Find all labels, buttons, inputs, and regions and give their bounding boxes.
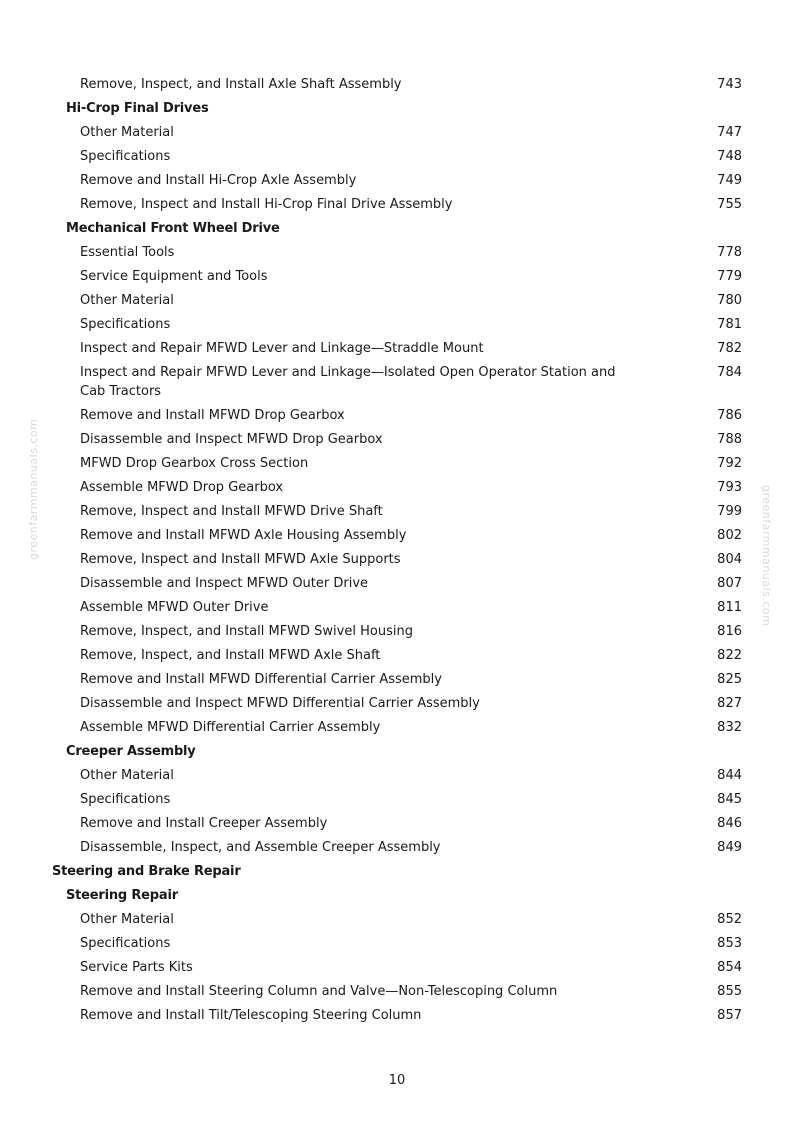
toc-entry-title: Remove and Install MFWD Differential Carrier Assembly (80, 672, 442, 687)
toc-entry-title: Steering and Brake Repair (52, 864, 241, 879)
toc-entry-page: 845 (717, 792, 742, 807)
toc-entry-page: 804 (717, 552, 742, 567)
toc-entry-title: Remove and Install MFWD Axle Housing Assembly (80, 528, 407, 543)
toc-entry[interactable] (0, 790, 794, 809)
toc-entry[interactable] (0, 147, 794, 166)
toc-entry-page: 793 (717, 480, 742, 495)
toc-heading[interactable] (0, 99, 794, 118)
toc-heading[interactable] (0, 742, 794, 761)
toc-entry[interactable] (0, 454, 794, 473)
toc-entry-title: Creeper Assembly (66, 744, 196, 759)
watermark-left: greenfarmmanuals.com (27, 418, 40, 560)
toc-entry-title: Inspect and Repair MFWD Lever and Linkage—Straddle Mount (80, 341, 484, 356)
toc-entry-title: Disassemble and Inspect MFWD Drop Gearbox (80, 432, 383, 447)
toc-entry-page: 807 (717, 576, 742, 591)
toc-entry-page: 749 (717, 173, 742, 188)
toc-entry-title: Other Material (80, 125, 174, 140)
toc-entry-page: 827 (717, 696, 742, 711)
toc-entry-page: 854 (717, 960, 742, 975)
toc-entry-title: Disassemble and Inspect MFWD Outer Drive (80, 576, 369, 591)
toc-entry-page: 788 (717, 432, 742, 447)
toc-entry-title: Specifications (80, 792, 171, 807)
toc-entry-page: 846 (717, 816, 742, 831)
toc-entry[interactable] (0, 243, 794, 262)
toc-entry-title: Assemble MFWD Outer Drive (80, 600, 269, 615)
toc-entry-title: Remove and Install Steering Column and Valve—Non-Telescoping Column (80, 984, 558, 999)
toc-entry-page: 782 (717, 341, 742, 356)
toc-entry-page: 816 (717, 624, 742, 639)
toc-entry-title: Remove, Inspect and Install Hi-Crop Final Drive Assembly (80, 197, 453, 212)
table-of-contents (0, 75, 794, 1030)
toc-entry-title: Specifications (80, 317, 171, 332)
toc-entry-title: Other Material (80, 293, 174, 308)
toc-entry[interactable] (0, 406, 794, 425)
toc-entry[interactable] (0, 574, 794, 593)
toc-entry-page: 825 (717, 672, 742, 687)
toc-entry-page: 855 (717, 984, 742, 999)
toc-entry-page: 747 (717, 125, 742, 140)
watermark-right: greenfarmmanuals.com (760, 485, 773, 627)
toc-entry-page: 780 (717, 293, 742, 308)
toc-heading[interactable] (0, 219, 794, 238)
toc-entry-title: Remove, Inspect and Install MFWD Axle Supports (80, 552, 401, 567)
toc-entry-page: 748 (717, 149, 742, 164)
toc-entry[interactable] (0, 934, 794, 953)
toc-entry[interactable] (0, 478, 794, 497)
toc-entry-title: Disassemble, Inspect, and Assemble Creeper Assembly (80, 840, 441, 855)
toc-entry[interactable] (0, 598, 794, 617)
toc-entry-title: Specifications (80, 936, 171, 951)
toc-entry[interactable] (0, 1006, 794, 1025)
toc-entry[interactable] (0, 171, 794, 190)
toc-entry-page: 802 (717, 528, 742, 543)
toc-heading[interactable] (0, 862, 794, 881)
toc-entry[interactable] (0, 622, 794, 641)
toc-entry[interactable] (0, 123, 794, 142)
toc-entry-title: Specifications (80, 149, 171, 164)
toc-entry-title: Remove and Install Tilt/Telescoping Steering Column (80, 1008, 422, 1023)
toc-entry-page: 857 (717, 1008, 742, 1023)
toc-entry-page: 832 (717, 720, 742, 735)
toc-entry-title: Inspect and Repair MFWD Lever and Linkage—Isolated Open Operator Station and Cab Tractors (80, 365, 616, 399)
toc-entry-page: 792 (717, 456, 742, 471)
toc-entry-title: Service Parts Kits (80, 960, 193, 975)
toc-entry-title: Hi-Crop Final Drives (66, 101, 209, 116)
toc-entry[interactable] (0, 339, 794, 358)
toc-entry[interactable] (0, 838, 794, 857)
toc-entry-title: Remove and Install Hi-Crop Axle Assembly (80, 173, 357, 188)
toc-entry-page: 743 (717, 77, 742, 92)
toc-entry-page: 822 (717, 648, 742, 663)
toc-entry[interactable] (0, 646, 794, 665)
toc-heading[interactable] (0, 886, 794, 905)
toc-entry-page: 849 (717, 840, 742, 855)
toc-entry-title: Essential Tools (80, 245, 175, 260)
toc-entry-title: Assemble MFWD Drop Gearbox (80, 480, 284, 495)
toc-entry-page: 781 (717, 317, 742, 332)
toc-entry[interactable] (0, 982, 794, 1001)
toc-entry[interactable] (0, 267, 794, 286)
toc-entry[interactable] (0, 766, 794, 785)
toc-entry[interactable] (0, 958, 794, 977)
toc-entry-title: Disassemble and Inspect MFWD Differential Carrier Assembly (80, 696, 480, 711)
toc-entry-title: MFWD Drop Gearbox Cross Section (80, 456, 309, 471)
toc-entry[interactable] (0, 550, 794, 569)
toc-entry[interactable] (0, 75, 794, 94)
toc-entry[interactable] (0, 430, 794, 449)
toc-entry-page: 779 (717, 269, 742, 284)
toc-entry[interactable] (0, 526, 794, 545)
toc-entry-page: 853 (717, 936, 742, 951)
toc-entry[interactable] (0, 718, 794, 737)
toc-entry[interactable] (0, 694, 794, 713)
toc-entry-page: 811 (717, 600, 742, 615)
toc-entry-title: Remove, Inspect, and Install Axle Shaft Assembly (80, 77, 402, 92)
toc-entry[interactable] (0, 315, 794, 334)
toc-entry-page: 799 (717, 504, 742, 519)
toc-entry-title: Other Material (80, 768, 174, 783)
toc-entry[interactable] (0, 291, 794, 310)
toc-entry-page: 786 (717, 408, 742, 423)
toc-entry-title: Remove, Inspect and Install MFWD Drive Shaft (80, 504, 383, 519)
toc-entry-page: 784 (717, 365, 742, 380)
toc-entry[interactable] (0, 195, 794, 214)
toc-entry-title: Steering Repair (66, 888, 178, 903)
toc-entry[interactable] (0, 670, 794, 689)
toc-entry-page: 852 (717, 912, 742, 927)
page-number: 10 (388, 1073, 406, 1088)
toc-entry-title: Remove and Install MFWD Drop Gearbox (80, 408, 345, 423)
toc-entry[interactable] (0, 910, 794, 929)
toc-entry[interactable] (0, 363, 794, 401)
toc-entry-title: Remove and Install Creeper Assembly (80, 816, 328, 831)
toc-entry[interactable] (0, 502, 794, 521)
toc-entry[interactable] (0, 814, 794, 833)
toc-entry-page: 755 (717, 197, 742, 212)
toc-entry-page: 778 (717, 245, 742, 260)
toc-entry-title: Other Material (80, 912, 174, 927)
toc-entry-title: Remove, Inspect, and Install MFWD Axle Shaft (80, 648, 381, 663)
toc-entry-title: Service Equipment and Tools (80, 269, 268, 284)
toc-entry-title: Assemble MFWD Differential Carrier Assembly (80, 720, 381, 735)
toc-entry-page: 844 (717, 768, 742, 783)
toc-entry-title: Remove, Inspect, and Install MFWD Swivel Housing (80, 624, 413, 639)
toc-entry-title: Mechanical Front Wheel Drive (66, 221, 280, 236)
